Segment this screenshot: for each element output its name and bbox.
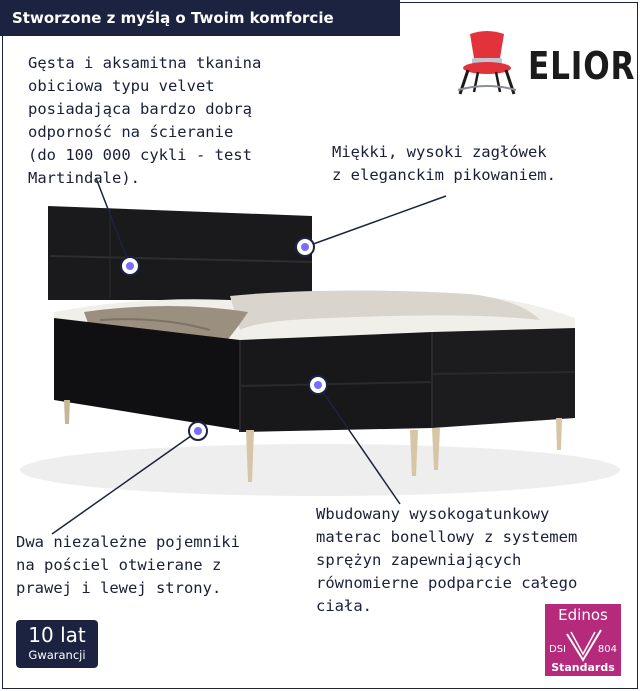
certificate-dsi: DSI [549, 644, 566, 655]
feature-fabric-text: Gęsta i aksamitna tkanina obiciowa typu velvet posiadająca bardzo dobrą odporność na ścieranie (do 100 000 cykli - test Martindale). [28, 54, 262, 187]
warranty-badge [16, 620, 98, 668]
certificate-badge [545, 604, 621, 676]
shadow [20, 444, 620, 496]
certificate-name: Edinos [558, 606, 608, 624]
brand-name: ELIOR [528, 44, 636, 88]
certificate-standard: Standards [551, 661, 615, 674]
feature-storage-text: Dwa niezależne pojemniki na pościel otwierane z prawej i lewej strony. [16, 533, 240, 597]
feature-mattress-text: Wbudowany wysokogatunkowy materac bonellowy z systemem sprężyn zapewniających równomierne podparcie całego ciała. [316, 505, 578, 615]
warranty-years: 10 lat [28, 623, 86, 647]
header-banner: Stworzone z myślą o Twoim komforcie [0, 0, 400, 36]
certificate-number: 804 [597, 644, 617, 655]
feature-headboard-text: Miękki, wysoki zagłówek z eleganckim pikowaniem. [332, 143, 556, 184]
warranty-label: Gwarancji [28, 648, 86, 662]
headboard [48, 206, 312, 300]
